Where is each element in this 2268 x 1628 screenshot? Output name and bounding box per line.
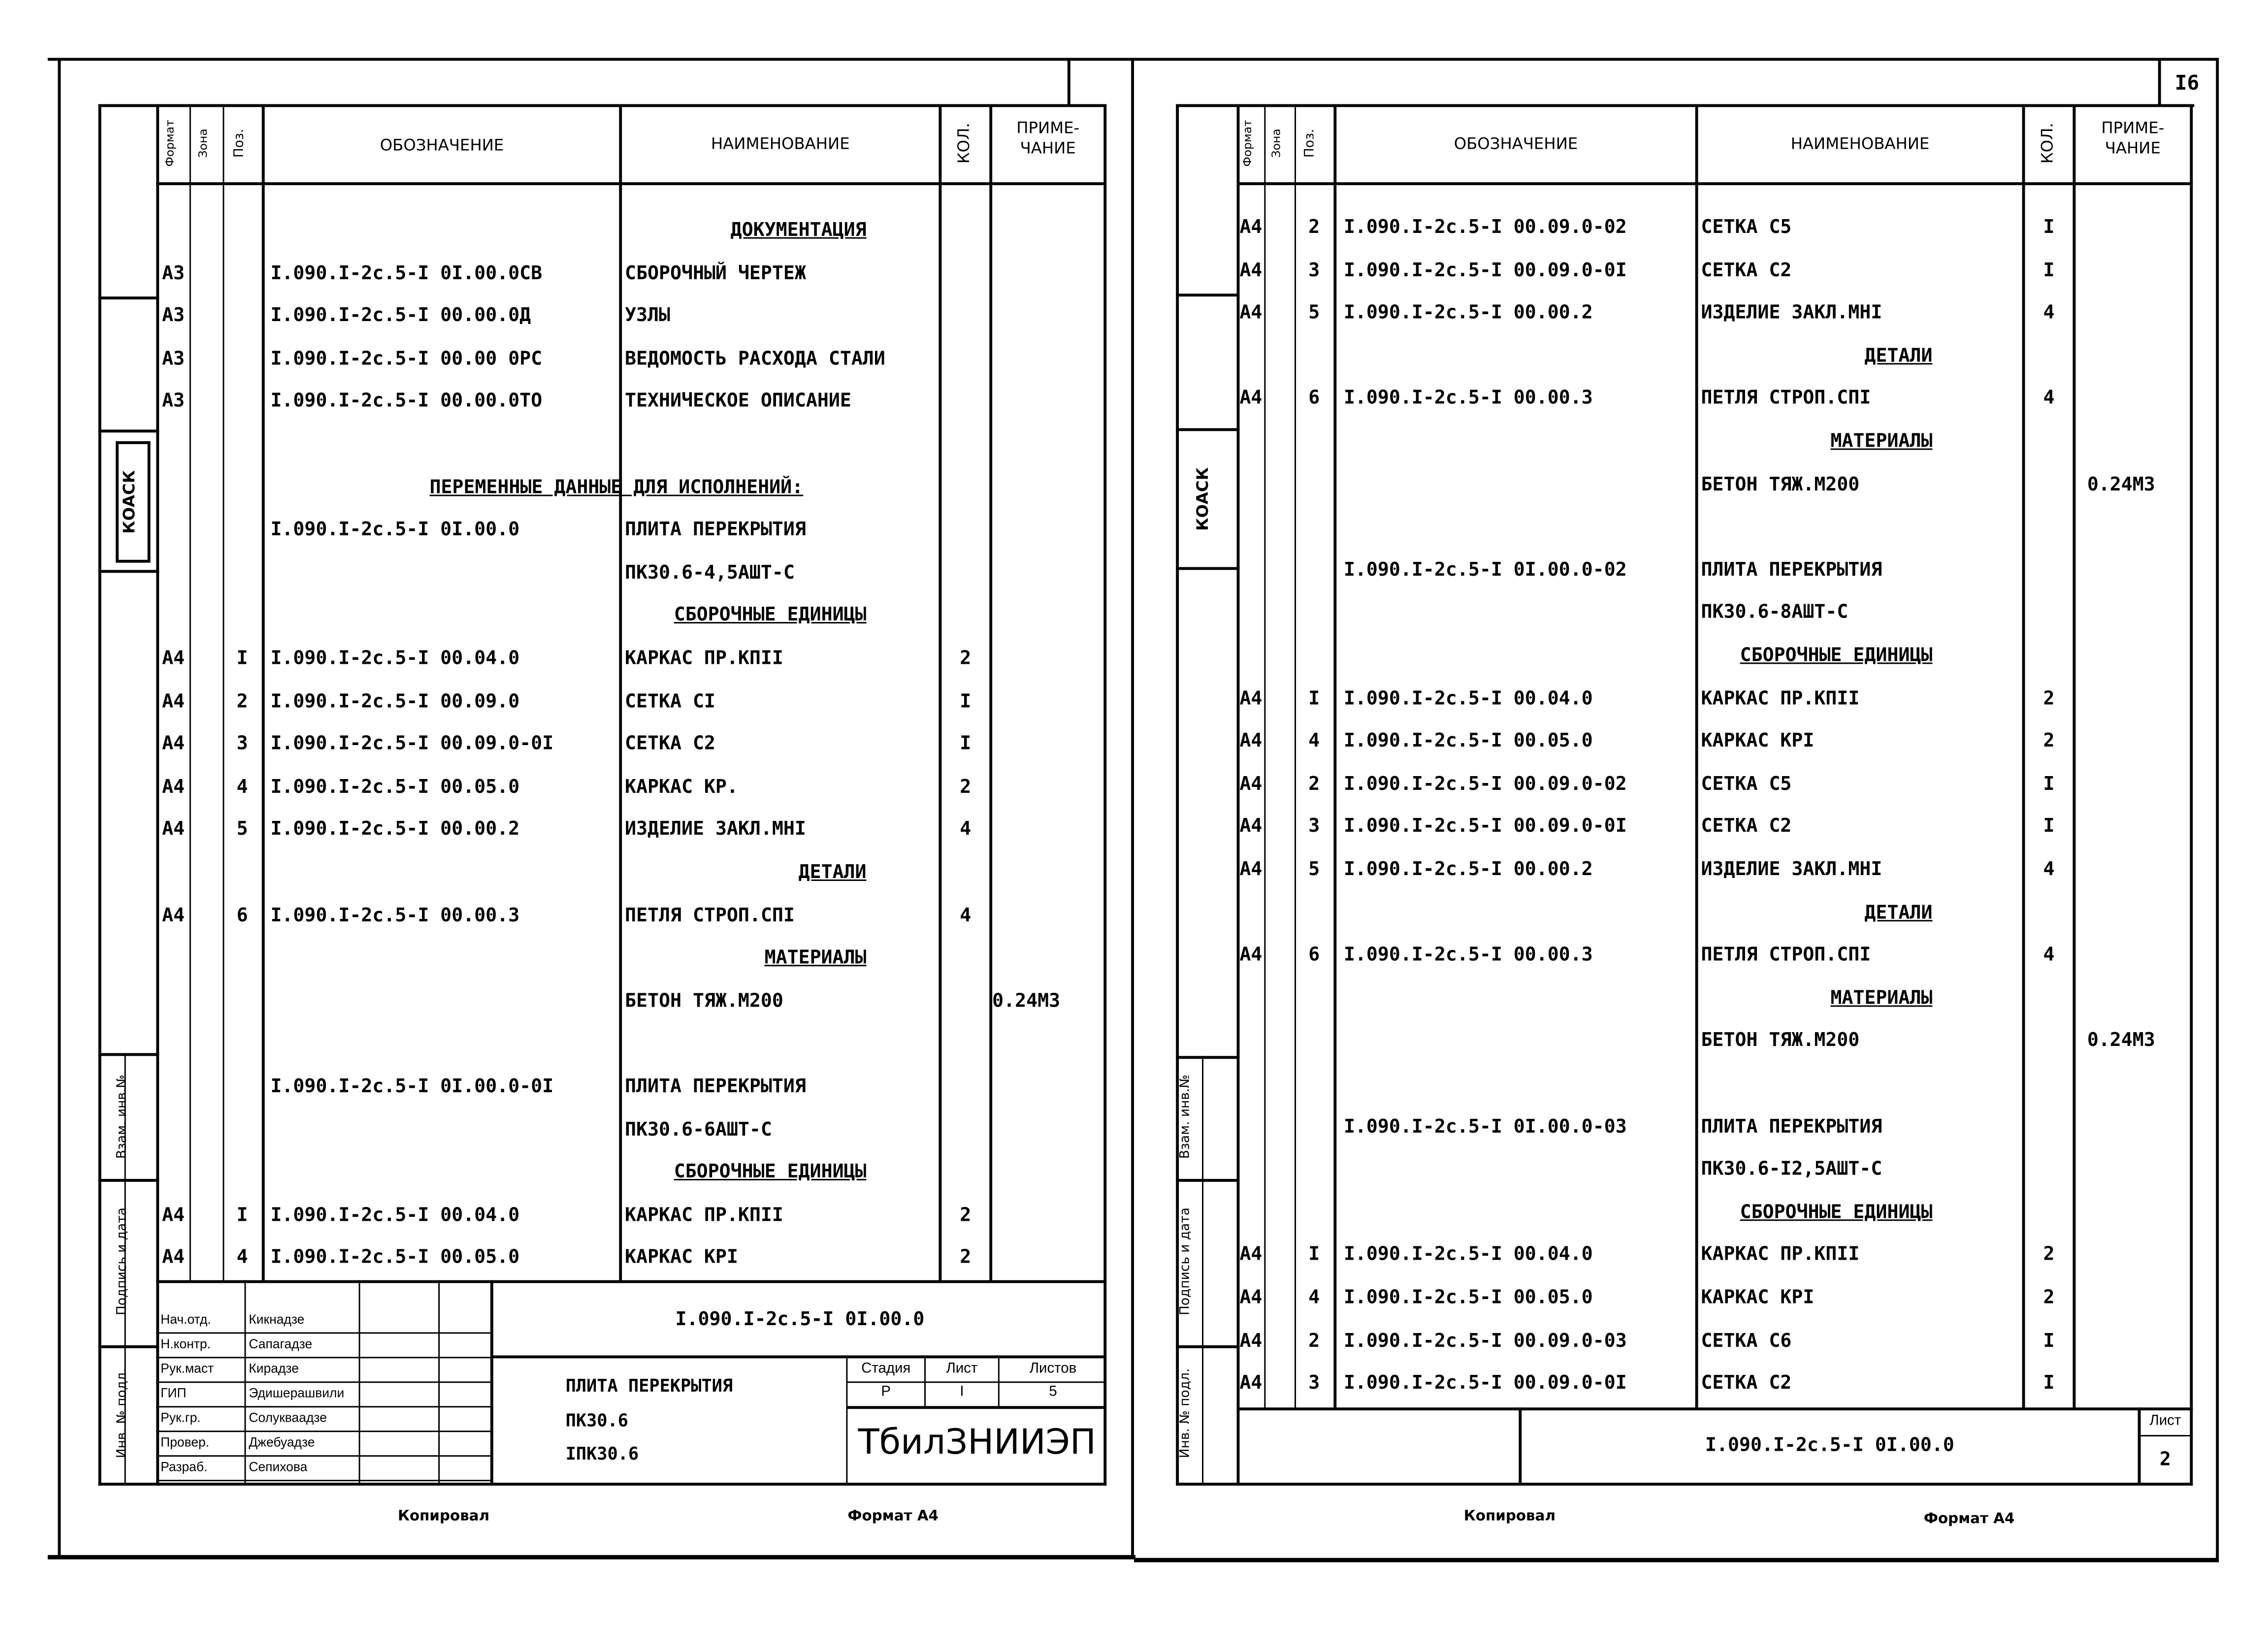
row-designation: I.090.I-2c.5-I 0I.00.0-02 xyxy=(1343,559,1627,582)
row-name: КАРКАС ПР.КПII xyxy=(625,1205,783,1227)
title-block-person: Джебуадзе xyxy=(249,1435,315,1450)
sheet-label: Лист xyxy=(946,1361,978,1377)
section-heading: СБОРОЧНЫЕ ЕДИНИЦЫ xyxy=(1740,645,1933,667)
section-heading: МАТЕРИАЛЫ xyxy=(1830,987,1933,1009)
row-designation: I.090.I-2c.5-I 00.09.0-0I xyxy=(1343,1373,1627,1395)
header-designation: ОБОЗНАЧЕНИЕ xyxy=(380,136,504,155)
header-note-2-right: ЧАНИЕ xyxy=(2105,139,2161,158)
row-name: СЕТКА С2 xyxy=(1701,816,1792,838)
header-qty: КОЛ. xyxy=(954,123,973,164)
row-format: А3 xyxy=(162,262,185,285)
row-name: УЗЛЫ xyxy=(625,305,670,327)
footer-format-right: Формат А4 xyxy=(1923,1511,2015,1528)
row-quantity: 2 xyxy=(2043,1287,2055,1309)
footer-format: Формат А4 xyxy=(847,1508,939,1525)
org-logo: ТбилЗНИИЭП xyxy=(858,1422,1096,1463)
row-designation: I.090.I-2c.5-I 00.05.0 xyxy=(270,776,520,798)
row-name: СЕТКА С2 xyxy=(1701,1373,1792,1395)
row-position: 4 xyxy=(236,1247,248,1270)
row-name: СЕТКА С2 xyxy=(625,733,715,755)
section-heading: СБОРОЧНЫЕ ЕДИНИЦЫ xyxy=(674,1162,867,1184)
row-name: БЕТОН ТЯЖ.М200 xyxy=(1701,474,1860,496)
row-designation: I.090.I-2c.5-I 0I.00.0 xyxy=(270,520,520,542)
title-block-rule xyxy=(156,1480,490,1481)
row-name: КАРКАС ПР.КПII xyxy=(625,648,783,670)
row-quantity: I xyxy=(2043,217,2055,239)
row-quantity: 4 xyxy=(960,905,972,927)
row-quantity: 2 xyxy=(2043,1244,2055,1267)
header-name: НАИМЕНОВАНИЕ xyxy=(711,134,850,154)
title-block-rule xyxy=(156,1455,490,1457)
side-label-replace: Взам. инв.№ xyxy=(116,1074,130,1159)
title-block-rule xyxy=(156,1406,490,1407)
row-name: КАРКАС КРI xyxy=(1701,730,1814,753)
row-designation: I.090.I-2c.5-I 00.05.0 xyxy=(1343,730,1593,753)
row-designation: I.090.I-2c.5-I 00.00.0Д xyxy=(270,305,531,327)
row-name: ИЗДЕЛИЕ ЗАКЛ.МНI xyxy=(1701,302,1882,325)
row-format: А4 xyxy=(162,733,185,755)
row-quantity: I xyxy=(2043,1330,2055,1352)
row-designation: I.090.I-2c.5-I 00.09.0-0I xyxy=(1343,816,1627,838)
row-position: 3 xyxy=(1308,816,1320,838)
sheets-label: Листов xyxy=(1029,1361,1077,1377)
row-quantity: I xyxy=(2043,1373,2055,1395)
row-quantity: 4 xyxy=(2043,388,2055,410)
sheets-value: 5 xyxy=(1049,1384,1057,1400)
title-block-role: Провер. xyxy=(161,1435,209,1450)
footer-copied-right: Копировал xyxy=(1463,1508,1555,1525)
side-label-sign: Подпись и дата xyxy=(116,1207,130,1316)
section-heading: ДЕТАЛИ xyxy=(1864,345,1933,367)
side-stamp-right: КОАСК xyxy=(1193,467,1212,531)
row-name: ПЛИТА ПЕРЕКРЫТИЯ xyxy=(1701,559,1882,582)
row-name: КАРКАС ПР.КПII xyxy=(1701,688,1860,710)
row-quantity: 2 xyxy=(960,1205,972,1227)
row-designation: I.090.I-2c.5-I 0I.00.0-0I xyxy=(270,1076,554,1098)
row-designation: I.090.I-2c.5-I 0I.00.0СВ xyxy=(270,262,543,285)
sheet-number-right: 2 xyxy=(2159,1449,2171,1471)
row-designation: I.090.I-2c.5-I 00.04.0 xyxy=(1343,688,1593,710)
row-designation: I.090.I-2c.5-I 00.09.0-02 xyxy=(1343,773,1627,796)
row-position: 3 xyxy=(1308,260,1320,282)
row-position: 2 xyxy=(236,690,248,713)
row-designation: I.090.I-2c.5-I 00.09.0-0I xyxy=(270,733,554,755)
row-format: А4 xyxy=(1239,217,1263,239)
row-format: А4 xyxy=(1239,260,1263,282)
row-quantity: I xyxy=(2043,816,2055,838)
row-format: А3 xyxy=(162,305,185,327)
title-block-person: Солукваадзе xyxy=(249,1410,327,1425)
row-name: ПЛИТА ПЕРЕКРЫТИЯ xyxy=(625,520,806,542)
row-format: А4 xyxy=(1239,730,1263,753)
section-heading: МАТЕРИАЛЫ xyxy=(764,947,867,970)
header-format: Формат xyxy=(163,120,177,167)
header-note-1: ПРИМЕ- xyxy=(1016,118,1080,138)
row-position: 4 xyxy=(236,776,248,798)
row-name: ПЛИТА ПЕРЕКРЫТИЯ xyxy=(1701,1116,1882,1138)
row-format: А3 xyxy=(162,391,185,413)
row-name: БЕТОН ТЯЖ.М200 xyxy=(1701,1030,1860,1052)
row-name: ТЕХНИЧЕСКОЕ ОПИСАНИЕ xyxy=(625,391,851,413)
row-quantity: 2 xyxy=(960,776,972,798)
row-note: 0.24М3 xyxy=(2087,1030,2155,1052)
row-format: А4 xyxy=(1239,1287,1263,1309)
row-quantity: I xyxy=(960,690,972,713)
header-zone-right: Зона xyxy=(1270,129,1283,158)
row-quantity: 4 xyxy=(2043,859,2055,881)
row-designation: I.090.I-2c.5-I 00.00.3 xyxy=(270,905,520,927)
footer-copied: Копировал xyxy=(397,1508,490,1525)
row-designation: I.090.I-2c.5-I 00.00.2 xyxy=(1343,859,1593,881)
title-block-rule xyxy=(156,1357,490,1358)
row-name: КАРКАС КРI xyxy=(1701,1287,1814,1309)
title-block-role: Разраб. xyxy=(161,1459,208,1474)
title-block-rule xyxy=(156,1332,490,1334)
product-line-2: ПК30.6 xyxy=(565,1410,628,1431)
row-format: А4 xyxy=(162,690,185,713)
section-heading: СБОРОЧНЫЕ ЕДИНИЦЫ xyxy=(674,605,867,627)
row-quantity: 2 xyxy=(960,1247,972,1270)
title-block-person: Сапагадзе xyxy=(249,1336,313,1351)
row-note: 0.24М3 xyxy=(2087,474,2155,496)
row-name: СЕТКА С5 xyxy=(1701,773,1792,796)
row-designation: I.090.I-2c.5-I 00.04.0 xyxy=(270,1205,520,1227)
row-name: ПЕТЛЯ СТРОП.СПI xyxy=(1701,388,1871,410)
row-quantity: 2 xyxy=(2043,730,2055,753)
page-number: I6 xyxy=(2174,72,2200,96)
header-pos: Поз. xyxy=(232,129,248,158)
stage-value: Р xyxy=(881,1384,891,1400)
side-stamp: КОАСК xyxy=(116,441,151,563)
row-note: 0.24М3 xyxy=(992,990,1061,1012)
row-quantity: 4 xyxy=(960,819,972,841)
row-name: ПК30.6-4,5АШТ-С xyxy=(625,562,795,585)
row-format: А4 xyxy=(162,648,185,670)
row-designation: I.090.I-2c.5-I 00.04.0 xyxy=(1343,1244,1593,1267)
title-block-rule xyxy=(156,1381,490,1383)
section-heading: ДЕТАЛИ xyxy=(798,862,867,884)
header-note-2: ЧАНИЕ xyxy=(1020,139,1076,158)
row-name: ИЗДЕЛИЕ ЗАКЛ.МНI xyxy=(1701,859,1882,881)
section-heading: ПЕРЕМЕННЫЕ ДАННЫЕ ДЛЯ ИСПОЛНЕНИЙ: xyxy=(429,477,804,499)
row-format: А4 xyxy=(1239,1373,1263,1395)
row-designation: I.090.I-2c.5-I 00.09.0-0I xyxy=(1343,260,1627,282)
row-designation: I.090.I-2c.5-I 00.00.3 xyxy=(1343,388,1593,410)
row-name: ПК30.6-8АШТ-С xyxy=(1701,602,1848,624)
row-designation: I.090.I-2c.5-I 00.09.0-03 xyxy=(1343,1330,1627,1352)
title-block-rule xyxy=(156,1431,490,1432)
row-position: 6 xyxy=(1308,944,1320,967)
sheet-label-right: Лист xyxy=(2149,1413,2181,1430)
doc-code: I.090.I-2c.5-I 0I.00.0 xyxy=(675,1309,925,1331)
title-block-role: Рук.маст xyxy=(161,1361,214,1376)
row-format: А4 xyxy=(1239,688,1263,710)
header-format-right: Формат xyxy=(1241,120,1254,167)
row-format: А4 xyxy=(1239,388,1263,410)
row-name: ПЕТЛЯ СТРОП.СПI xyxy=(1701,944,1871,967)
row-designation: I.090.I-2c.5-I 00.00 0РС xyxy=(270,348,543,370)
header-designation-right: ОБОЗНАЧЕНИЕ xyxy=(1454,134,1578,154)
row-format: А4 xyxy=(1239,773,1263,796)
section-heading: СБОРОЧНЫЕ ЕДИНИЦЫ xyxy=(1740,1202,1933,1224)
row-name: БЕТОН ТЯЖ.М200 xyxy=(625,990,783,1012)
row-position: I xyxy=(1308,688,1320,710)
row-format: А3 xyxy=(162,348,185,370)
section-heading: МАТЕРИАЛЫ xyxy=(1830,431,1933,453)
row-name: КАРКАС ПР.КПII xyxy=(1701,1244,1860,1267)
row-position: 4 xyxy=(1308,1287,1320,1309)
row-format: А4 xyxy=(162,1247,185,1270)
side-label-replace-right: Взам. инв.№ xyxy=(1179,1074,1194,1159)
section-heading: ДЕТАЛИ xyxy=(1864,902,1933,924)
stage-label: Стадия xyxy=(861,1361,911,1377)
row-designation: I.090.I-2c.5-I 00.05.0 xyxy=(1343,1287,1593,1309)
side-label-inv-right: Инв. № подл. xyxy=(1179,1368,1194,1459)
row-designation: I.090.I-2c.5-I 00.00.3 xyxy=(1343,944,1593,967)
row-designation: I.090.I-2c.5-I 00.05.0 xyxy=(270,1247,520,1270)
title-block-role: Рук.гр. xyxy=(161,1410,201,1425)
row-position: 6 xyxy=(236,905,248,927)
row-format: А4 xyxy=(1239,1244,1263,1267)
header-zone: Зона xyxy=(196,129,210,158)
header-qty-right: КОЛ. xyxy=(2038,123,2057,164)
row-designation: I.090.I-2c.5-I 00.09.0 xyxy=(270,690,520,713)
title-block-role: Н.контр. xyxy=(161,1336,211,1351)
section-heading: ДОКУМЕНТАЦИЯ xyxy=(730,220,867,242)
row-name: ВЕДОМОСТЬ РАСХОДА СТАЛИ xyxy=(625,348,885,370)
title-block-person: Кирадзе xyxy=(249,1361,299,1376)
product-line-1: ПЛИТА ПЕРЕКРЫТИЯ xyxy=(565,1375,733,1396)
row-format: А4 xyxy=(1239,1330,1263,1352)
row-designation: I.090.I-2c.5-I 00.04.0 xyxy=(270,648,520,670)
row-position: 2 xyxy=(1308,1330,1320,1352)
sheet-value: I xyxy=(960,1384,964,1400)
row-name: ПК30.6-6АШТ-С xyxy=(625,1119,772,1141)
row-name: КАРКАС КР. xyxy=(625,776,738,798)
title-block-person: Сепихова xyxy=(249,1459,308,1474)
row-position: I xyxy=(236,1205,248,1227)
row-name: ПК30.6-I2,5АШТ-С xyxy=(1701,1159,1882,1181)
title-block-person: Кикнадзе xyxy=(249,1312,305,1327)
footer-doc-code-right: I.090.I-2c.5-I 0I.00.0 xyxy=(1705,1435,1954,1457)
row-designation: I.090.I-2c.5-I 00.00.2 xyxy=(270,819,520,841)
row-format: А4 xyxy=(1239,859,1263,881)
row-format: А4 xyxy=(1239,944,1263,967)
row-quantity: 4 xyxy=(2043,944,2055,967)
row-name: СЕТКА С5 xyxy=(1701,217,1792,239)
row-format: А4 xyxy=(162,776,185,798)
header-name-right: НАИМЕНОВАНИЕ xyxy=(1790,134,1930,154)
row-position: 2 xyxy=(1308,773,1320,796)
row-position: 2 xyxy=(1308,217,1320,239)
side-label-inv: Инв. № подл. xyxy=(116,1368,130,1459)
row-position: 6 xyxy=(1308,388,1320,410)
row-format: А4 xyxy=(162,1205,185,1227)
row-position: 3 xyxy=(1308,1373,1320,1395)
row-name: ПЛИТА ПЕРЕКРЫТИЯ xyxy=(625,1076,806,1098)
row-position: 5 xyxy=(1308,859,1320,881)
row-position: I xyxy=(236,648,248,670)
row-name: ИЗДЕЛИЕ ЗАКЛ.МНI xyxy=(625,819,806,841)
row-designation: I.090.I-2c.5-I 00.00.2 xyxy=(1343,302,1593,325)
row-quantity: I xyxy=(2043,773,2055,796)
title-block-role: Нач.отд. xyxy=(161,1312,211,1327)
product-line-3: IПК30.6 xyxy=(565,1443,639,1464)
row-position: 5 xyxy=(1308,302,1320,325)
row-position: 3 xyxy=(236,733,248,755)
row-format: А4 xyxy=(1239,816,1263,838)
header-pos-right: Поз. xyxy=(1303,129,1318,158)
row-quantity: 4 xyxy=(2043,302,2055,325)
row-position: I xyxy=(1308,1244,1320,1267)
title-block-role: ГИП xyxy=(161,1386,187,1400)
row-format: А4 xyxy=(162,819,185,841)
row-quantity: 2 xyxy=(960,648,972,670)
header-note-1-right: ПРИМЕ- xyxy=(2101,118,2165,138)
row-quantity: I xyxy=(960,733,972,755)
row-name: ПЕТЛЯ СТРОП.СПI xyxy=(625,905,795,927)
row-name: СБОРОЧНЫЙ ЧЕРТЕЖ xyxy=(625,262,806,285)
row-designation: I.090.I-2c.5-I 0I.00.0-03 xyxy=(1343,1116,1627,1138)
row-designation: I.090.I-2c.5-I 00.09.0-02 xyxy=(1343,217,1627,239)
row-format: А4 xyxy=(162,905,185,927)
row-designation: I.090.I-2c.5-I 00.00.0ТО xyxy=(270,391,543,413)
row-quantity: 2 xyxy=(2043,688,2055,710)
row-format: А4 xyxy=(1239,302,1263,325)
row-position: 4 xyxy=(1308,730,1320,753)
row-name: СЕТКА СI xyxy=(625,690,715,713)
title-block-person: Эдишерашвили xyxy=(249,1386,345,1400)
row-name: СЕТКА С2 xyxy=(1701,260,1792,282)
row-name: КАРКАС КРI xyxy=(625,1247,738,1270)
side-label-sign-right: Подпись и дата xyxy=(1179,1207,1194,1316)
row-name: СЕТКА С6 xyxy=(1701,1330,1792,1352)
row-position: 5 xyxy=(236,819,248,841)
row-quantity: I xyxy=(2043,260,2055,282)
